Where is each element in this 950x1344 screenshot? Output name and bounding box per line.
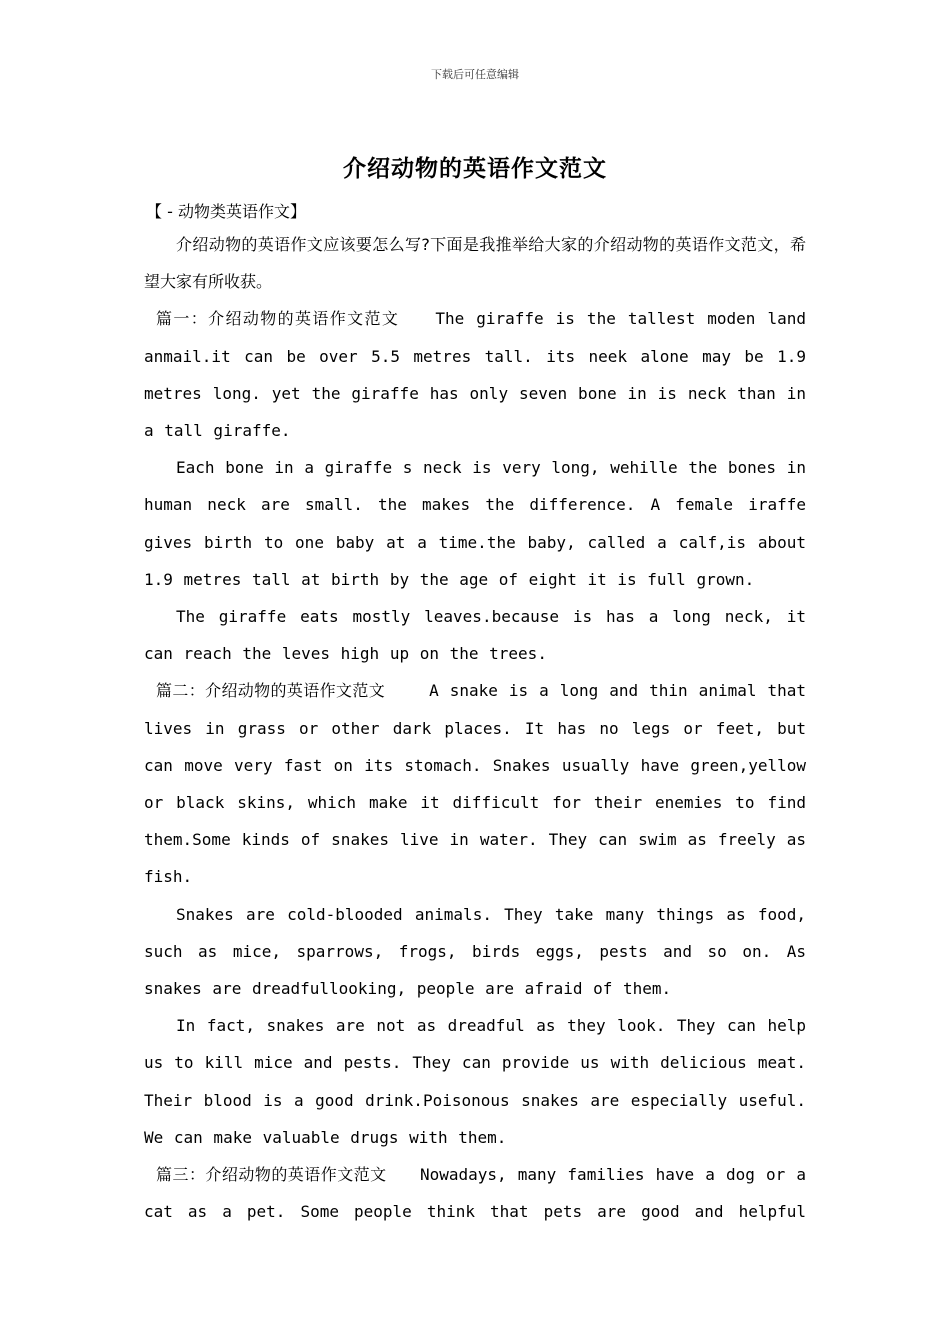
section-2-heading: 篇二：介绍动物的英语作文范文 (156, 681, 386, 701)
section-1-paragraph-1: Each bone in a giraffe s neck is very long, wehille the bones in human neck are small. the makes the difference. A female iraffe gives birth to one baby at a time.the baby, called a calf,is about 1.9 metres tall at birth by the age of eight it is full grown. (144, 458, 806, 589)
document-body (144, 226, 806, 1230)
section-1-heading: 篇一：介绍动物的英语作文范文 (156, 309, 400, 329)
intro-paragraph: 介绍动物的英语作文应该要怎么写?下面是我推举给大家的介绍动物的英语作文范文，希望大家有所收获。 (144, 235, 806, 292)
section-3-heading: 篇三：介绍动物的英语作文范文 (156, 1165, 387, 1185)
section-1-first-paragraph (144, 300, 806, 449)
category-tag: 【 - 动物类英语作文】 (146, 202, 306, 221)
document-title: 介绍动物的英语作文范文 (343, 155, 607, 182)
section-2-paragraph-1: Snakes are cold-blooded animals. They take many things as food, such as mice, sparrows, frogs, birds eggs, pests and so on. As snakes are dreadfullooking, people are afraid of them. (144, 904, 806, 999)
section-3-first-text: Nowadays, many families have a dog or a cat as a pet. Some people think that pets are good and helpful (144, 1165, 806, 1222)
section-2-paragraph-2: In fact, snakes are not as dreadful as they look. They can help us to kill mice and pests. They can provide us with delicious meat. Their blood is a good drink.Poisonous snakes are especially useful. We can make valuable drugs with them. (144, 1016, 806, 1147)
header-note: 下载后可任意编辑 (431, 68, 519, 81)
section-2-first-paragraph (144, 672, 806, 895)
section-1-paragraph-2: The giraffe eats mostly leaves.because is has a long neck, it can reach the leves high up on the trees. (144, 607, 806, 664)
section-1-first-text: The giraffe is the tallest moden land anmail.it can be over 5.5 metres tall. its neek alone may be 1.9 metres long. yet the giraffe has only seven bone in is neck than in a tall giraffe. (144, 309, 806, 441)
section-2-first-text: A snake is a long and thin animal that lives in grass or other dark places. It has no legs or feet, but can move very fast on its stomach. Snakes usually have green,yellow or black skins, which make it difficult for their enemies to find them.Some kinds of snakes live in water. They can swim as freely as fish. (144, 681, 807, 887)
section-3-first-paragraph (144, 1156, 806, 1230)
